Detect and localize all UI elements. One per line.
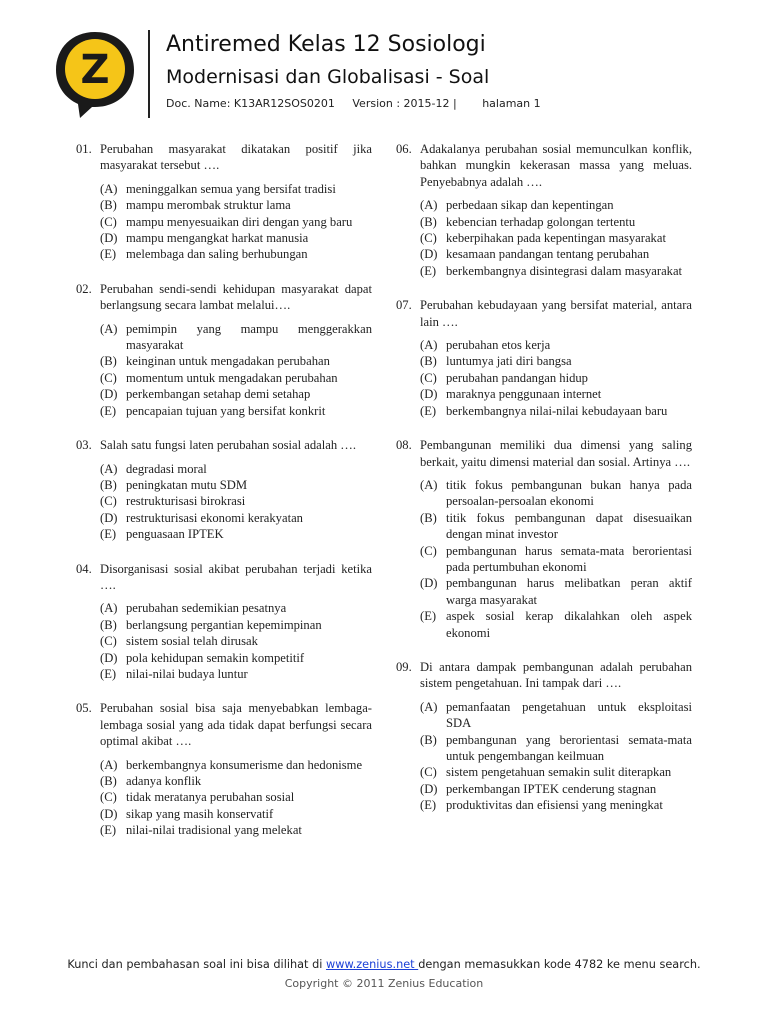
option-text: berkembangnya konsumerisme dan hedonisme: [126, 757, 363, 772]
copyright: Copyright © 2011 Zenius Education: [284, 977, 484, 990]
zenius-link[interactable]: www.zenius.net: [325, 958, 419, 971]
option-list: [420, 477, 692, 641]
answer-option: [100, 757, 372, 773]
page-subtitle: Modernisasi dan Globalisasi - Soal: [166, 66, 490, 88]
option-text: maraknya penggunaan internet: [446, 387, 602, 402]
question-stem: [76, 141, 372, 174]
question-text: Perubahan kebudayaan yang bersifat material, antara lain ….: [420, 298, 692, 329]
question-text: Perubahan sosial bisa saja menyebabkan lembaga-lembaga sosial yang ada tidak dapat berfungsi secara optimal akibat ….: [100, 701, 372, 749]
option-letter: (A): [420, 699, 438, 714]
option-letter: (C): [100, 634, 117, 649]
question-number: 06.: [396, 142, 412, 156]
page-title: Antiremed Kelas 12 Sosiologi: [166, 32, 486, 57]
answer-option: [100, 403, 372, 419]
question-number: 02.: [76, 281, 92, 296]
option-letter: (B): [420, 214, 437, 229]
answer-option: [100, 617, 372, 633]
answer-option: [100, 197, 372, 213]
question-number: 03.: [76, 438, 92, 453]
option-text: luntumya jati diri bangsa: [446, 354, 572, 369]
question-item: [76, 700, 372, 838]
answer-option: [420, 386, 692, 402]
option-text: perubahan pandangan hidup: [446, 370, 588, 385]
option-letter: (A): [100, 461, 118, 476]
logo-icon: [52, 30, 138, 120]
answer-option: [100, 461, 372, 477]
option-text: berlangsung pergantian kepemimpinan: [126, 617, 322, 632]
answer-option: [100, 230, 372, 246]
option-letter: (A): [420, 477, 438, 492]
footer-note: [0, 958, 768, 971]
option-text: mampu merombak struktur lama: [126, 198, 291, 213]
logo-letter: Z: [80, 47, 110, 93]
question-item: [396, 141, 692, 279]
option-letter: (D): [420, 387, 438, 402]
question-text: Disorganisasi sosial akibat perubahan terjadi ketika ….: [100, 561, 372, 592]
answer-option: [420, 543, 692, 576]
option-letter: (D): [100, 806, 118, 821]
option-letter: (D): [100, 510, 118, 525]
answer-option: [100, 321, 372, 354]
option-text: perkembangan setahap demi setahap: [126, 387, 311, 402]
option-text: keinginan untuk mengadakan perubahan: [126, 354, 330, 369]
option-text: perbedaan sikap dan kepentingan: [446, 198, 614, 213]
option-letter: (A): [100, 757, 118, 772]
option-text: nilai-nilai budaya luntur: [126, 666, 248, 681]
question-stem: [76, 437, 372, 453]
option-text: perubahan etos kerja: [446, 338, 551, 353]
answer-option: [100, 600, 372, 616]
option-text: keberpihakan pada kepentingan masyarakat: [446, 231, 666, 246]
option-text: degradasi moral: [126, 461, 207, 476]
answer-option: [420, 246, 692, 262]
answer-option: [100, 650, 372, 666]
answer-option: [100, 510, 372, 526]
question-text: Salah satu fungsi laten perubahan sosial adalah ….: [100, 438, 357, 453]
option-letter: (B): [100, 198, 117, 213]
option-letter: (C): [420, 543, 437, 558]
option-letter: (C): [420, 765, 437, 780]
question-text: Perubahan masyarakat dikatakan positif jika masyarakat tersebut ….: [100, 142, 372, 173]
answer-option: [420, 797, 692, 813]
option-letter: (A): [100, 321, 118, 336]
option-text: perkembangan IPTEK cenderung stagnan: [446, 781, 657, 796]
answer-option: [100, 822, 372, 838]
answer-option: [100, 493, 372, 509]
option-letter: (E): [100, 666, 117, 681]
option-text: nilai-nilai tradisional yang melekat: [126, 823, 302, 838]
answer-option: [420, 337, 692, 353]
question-stem: [76, 561, 372, 594]
answer-option: [100, 353, 372, 369]
option-text: mampu menyesuaikan diri dengan yang baru: [126, 214, 353, 229]
footer-note-text-2: dengan memasukkan kode 4782 ke menu search.: [418, 958, 701, 971]
answer-option: [100, 526, 372, 542]
answer-option: [420, 781, 692, 797]
answer-option: [420, 263, 692, 279]
option-letter: (B): [420, 732, 437, 747]
option-letter: (E): [420, 403, 437, 418]
option-text: pemimpin yang mampu menggerakkan masyarakat: [126, 321, 372, 353]
question-number: 04.: [76, 561, 92, 576]
option-letter: (D): [420, 247, 438, 262]
answer-option: [100, 477, 372, 493]
option-text: kesamaan pandangan tentang perubahan: [446, 247, 650, 262]
option-letter: (E): [100, 247, 117, 262]
option-text: meninggalkan semua yang bersifat tradisi: [126, 181, 336, 196]
question-text: Perubahan sendi-sendi kehidupan masyarakat dapat berlangsung secara lambat melalui….: [100, 281, 372, 313]
option-text: titik fokus pembangunan bukan hanya pada persoalan-persoalan ekonomi: [446, 477, 692, 509]
question-number: 08.: [396, 438, 412, 453]
option-text: pemanfaatan pengetahuan untuk eksploitasi SDA: [446, 699, 692, 731]
document-meta: [166, 97, 555, 110]
option-text: sistem sosial telah dirusak: [126, 634, 258, 649]
answer-option: [100, 666, 372, 682]
option-letter: (C): [100, 790, 117, 805]
option-text: sikap yang masih konservatif: [126, 806, 274, 821]
option-text: perubahan sedemikian pesatnya: [126, 601, 287, 616]
question-stem: [396, 659, 692, 692]
option-letter: (C): [100, 370, 117, 385]
answer-option: [420, 197, 692, 213]
option-letter: (B): [420, 510, 437, 525]
option-list: [420, 699, 692, 814]
question-number: 07.: [396, 298, 412, 313]
answer-option: [100, 181, 372, 197]
option-letter: (D): [100, 387, 118, 402]
option-list: [100, 600, 372, 682]
doc-version: Version : 2015-12 |: [352, 97, 457, 110]
option-letter: (C): [420, 370, 437, 385]
option-letter: (D): [420, 781, 438, 796]
option-text: tidak meratanya perubahan sosial: [126, 790, 295, 805]
question-item: [76, 437, 372, 542]
option-text: pencapaian tujuan yang bersifat konkrit: [126, 403, 326, 418]
option-text: penguasaan IPTEK: [126, 527, 224, 542]
option-text: pembangunan harus melibatkan peran aktif warga masyarakat: [446, 576, 692, 607]
option-letter: (E): [100, 527, 117, 542]
option-letter: (D): [100, 231, 118, 246]
answer-option: [100, 789, 372, 805]
option-text: adanya konflik: [126, 774, 202, 788]
option-letter: (B): [420, 354, 437, 369]
option-text: produktivitas dan efisiensi yang meningkat: [446, 798, 663, 813]
answer-option: [100, 773, 372, 789]
option-letter: (E): [420, 263, 437, 278]
answer-option: [420, 575, 692, 608]
option-letter: (E): [420, 798, 437, 813]
answer-option: [420, 477, 692, 510]
option-text: aspek sosial kerap dikalahkan oleh aspek ekonomi: [446, 609, 692, 640]
question-stem: [396, 437, 692, 470]
answer-option: [420, 403, 692, 419]
answer-option: [420, 214, 692, 230]
doc-name: Doc. Name: K13AR12SOS0201: [166, 97, 335, 110]
question-text: Di antara dampak pembangunan adalah perubahan sistem pengetahuan. Ini tampak dari ….: [420, 659, 692, 691]
answer-option: [420, 370, 692, 386]
answer-option: [100, 633, 372, 649]
answer-option: [100, 386, 372, 402]
question-text: Pembangunan memiliki dua dimensi yang saling berkait, yaitu dimensi material dan sosial. Artinya ….: [420, 438, 692, 469]
question-stem: [396, 297, 692, 330]
option-letter: (C): [420, 231, 437, 246]
answer-option: [420, 699, 692, 732]
option-letter: (B): [100, 477, 117, 492]
option-text: restrukturisasi ekonomi kerakyatan: [126, 510, 303, 525]
option-letter: (A): [100, 601, 118, 616]
option-text: melembaga dan saling berhubungan: [126, 247, 308, 262]
option-letter: (B): [100, 617, 117, 632]
question-item: [396, 437, 692, 641]
option-text: restrukturisasi birokrasi: [126, 494, 246, 509]
option-text: pembangunan harus semata-mata berorientasi pada pertumbuhan ekonomi: [446, 543, 692, 574]
footer-note-text-1: Kunci dan pembahasan soal ini bisa dilihat di: [67, 958, 326, 971]
left-question-column: [76, 141, 372, 857]
question-number: 01.: [76, 142, 92, 156]
answer-option: [420, 732, 692, 765]
option-text: mampu mengangkat harkat manusia: [126, 231, 309, 246]
question-item: [76, 141, 372, 263]
answer-option: [100, 246, 372, 262]
answer-option: [420, 608, 692, 641]
question-item: [396, 297, 692, 419]
zenius-logo: [52, 30, 138, 120]
option-text: pembangunan yang berorientasi semata-mata untuk pengembangan keilmuan: [446, 732, 692, 763]
answer-option: [100, 370, 372, 386]
answer-option: [420, 230, 692, 246]
option-letter: (B): [100, 774, 117, 788]
option-list: [100, 181, 372, 263]
option-letter: (D): [420, 576, 438, 591]
option-list: [100, 321, 372, 419]
option-text: pola kehidupan semakin kompetitif: [126, 650, 305, 665]
option-letter: (E): [420, 609, 437, 624]
answer-option: [100, 806, 372, 822]
option-text: peningkatan mutu SDM: [126, 477, 248, 492]
right-question-column: [396, 141, 692, 832]
question-item: [396, 659, 692, 814]
option-text: sistem pengetahuan semakin sulit diterapkan: [446, 765, 672, 780]
page-number: halaman 1: [482, 97, 541, 110]
question-item: [76, 561, 372, 683]
option-letter: (A): [420, 338, 438, 353]
option-text: berkembangnya nilai-nilai kebudayaan baru: [446, 403, 668, 418]
question-stem: [396, 141, 692, 190]
option-text: titik fokus pembangunan dapat disesuaikan dengan minat investor: [446, 510, 692, 542]
question-item: [76, 281, 372, 419]
option-text: berkembangnya disintegrasi dalam masyarakat: [446, 263, 683, 278]
option-text: momentum untuk mengadakan perubahan: [126, 370, 338, 385]
header-divider: [148, 30, 150, 118]
question-stem: [76, 281, 372, 314]
option-letter: (E): [100, 823, 117, 838]
question-number: 09.: [396, 659, 412, 674]
option-text: kebencian terhadap golongan tertentu: [446, 214, 636, 229]
option-letter: (E): [100, 403, 117, 418]
option-letter: (B): [100, 354, 117, 369]
question-text: Adakalanya perubahan sosial memunculkan konflik, bahkan mungkin kekerasan massa yang meluas. Penyebabnya adalah ….: [420, 142, 692, 189]
option-list: [100, 757, 372, 839]
option-list: [420, 197, 692, 279]
question-stem: [76, 700, 372, 749]
option-letter: (A): [100, 181, 118, 196]
question-number: 05.: [76, 701, 92, 716]
option-letter: (A): [420, 198, 438, 213]
option-letter: (D): [100, 650, 118, 665]
answer-option: [100, 214, 372, 230]
answer-option: [420, 510, 692, 543]
answer-option: [420, 764, 692, 780]
option-letter: (C): [100, 494, 117, 509]
option-letter: (C): [100, 214, 117, 229]
option-list: [420, 337, 692, 419]
answer-option: [420, 353, 692, 369]
option-list: [100, 461, 372, 543]
